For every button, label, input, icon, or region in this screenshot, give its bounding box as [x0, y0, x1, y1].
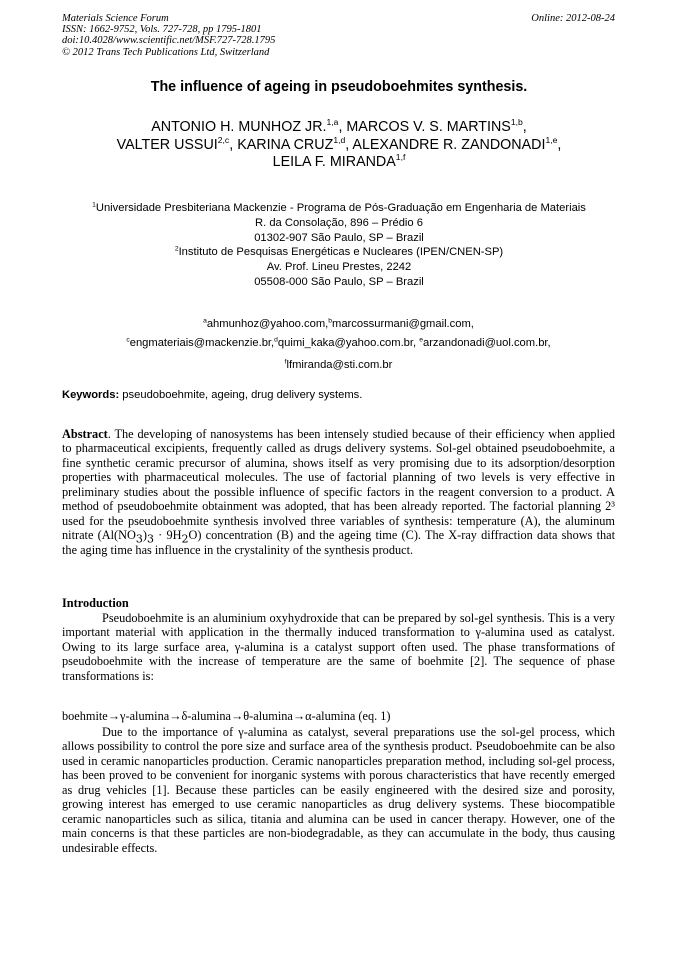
author-name: ANTONIO H. MUNHOZ JR. [151, 119, 327, 135]
copyright-line: © 2012 Trans Tech Publications Ltd, Switzerland [62, 46, 270, 58]
email-link[interactable]: quimi_kaka@yahoo.com.br, [277, 337, 417, 349]
keywords-text: pseudoboehmite, ageing, drug delivery systems. [119, 389, 363, 401]
email-link[interactable]: arzandonadi@uol.com.br, [422, 337, 551, 349]
online-date: Online: 2012-08-24 [531, 13, 615, 24]
email-line-3: $^f$lfmiranda@sti.com.br [284, 358, 393, 371]
author-name: VALTER USSUI [116, 136, 218, 153]
email-link[interactable]: engmateriais@mackenzie.br, [129, 337, 275, 349]
issn-line: ISSN: 1662-9752, Vols. 727-728, pp 1795-1801 [62, 24, 262, 36]
email-line-1: $^a$ahmunhoz@yahoo.com,$^b$marcossurmani@gmail.com, [203, 317, 474, 330]
keywords [62, 389, 615, 401]
affiliations [84, 201, 594, 290]
email-line-2: $^c$engmateriais@mackenzie.br,$^d$quimi_kaka@yahoo.com.br, $^e$arzandonadi@uol.com.br, [126, 336, 551, 349]
introduction-paragraph-2: Due to the importance of γ-alumina as catalyst, several preparations use the sol-gel process, which allows possibility to control the pore size and surface area of the synthesis product. Pseudoboehmite can be also used in ceramic nanoparticles production. Ceramic nanoparticles preparation method, including sol-gel process, has been proved to be convenient for inorganic systems with porous characteristics that have recently emerged as drug vehicles [1]. Because these particles can be easily engineered with the desired size and porosity, growing interest has emerged to use ceramic nanoparticles as drug delivery systems. These biocompatible ceramic nanoparticles such as silica, titania and alumina can be used in cancer therapy. However, one of the main concerns is that these particles are non-biodegradable, as they can accumulate in the body, thus causing undesirable effects. [62, 725, 615, 855]
affiliation-2-name: $^2$Instituto de Pesquisas Energéticas e Nucleares (IPEN/CNEN-SP) [174, 245, 504, 259]
author-name: MARCOS V. S. MARTINS [346, 119, 511, 135]
affiliation-1-name: $^1$Universidade Presbiteriana Mackenzie - Programa de Pós-Graduação em Engenharia de Materiais [92, 201, 586, 214]
equation-1: boehmite→γ-alumina→δ-alumina→θ-alumina→α-alumina (eq. 1) [62, 709, 391, 723]
author-affil-mark: 1,d [333, 134, 346, 145]
author-affil-mark: 1,b [510, 117, 523, 128]
affil-mark: 2 [174, 245, 179, 253]
doi-line: doi:10.4028/www.scientific.net/MSF.727-728.1795 [62, 35, 276, 47]
introduction-heading: Introduction [62, 596, 129, 610]
email-link[interactable]: lfmiranda@sti.com.br [286, 359, 393, 371]
abstract-label: Abstract [62, 427, 108, 441]
abstract: Abstract. The developing of nanosystems has been intensely studied because of their efficiency when applied to pharmaceutical excipients, frequently called as drugs delivery systems. Sol-gel obtained pseudoboehmite, a fine synthetic ceramic precursor of alumina, shows itself as very promising due to its adsorption/desorption properties with pharmaceutical molecules. The use of factorial planning of two levels is very effective in preliminary studies about the possible influence of specific factors in the reagent conversion to a product. A method of pseudoboehmite obtainment was adopted, that has been already reported. The factorial planning 2³ used for the pseudoboehmite synthesis involved three variables of synthesis: temperature (A), the aluminum nitrate $(Al(NO_3)_3 \cdot 9H_2O)$ concentration (B) and the ageing time (C). The X-ray diffraction data shows that the aging time has influence in the crystalinity of the synthesis product. [62, 427, 616, 557]
author-name: LEILA F. MIRANDA [272, 154, 396, 170]
introduction-paragraph-1: Pseudoboehmite is an aluminium oxyhydroxide that can be prepared by sol-gel synthesis. This is a very important material with application in the thermally induced transformation to γ-alumina used as catalyst. Owing to its large surface area, γ-alumina is a catalyst support often used. The phase transformations of pseudoboehmite with the increase of temperature are the same of boehmite [2]. The sequence of phase transformations is: [62, 611, 615, 683]
author-affil-mark: 2,c [217, 134, 230, 145]
keywords-label: Keywords: [62, 389, 120, 401]
author-list: ANTONIO H. MUNHOZ JR.$^{1,a}$, MARCOS V. S. MARTINS$^{1,b}$, VALTER USSUI$^{2,c}$, KARINA CRUZ$^{1,d}$, ALEXANDRE R. ZANDONADI$^{1,e}$, LEILA F. MIRANDA$^{1,f}$ [116, 117, 562, 170]
affiliation-1-city: 01302-907 São Paulo, SP – Brazil [254, 231, 424, 244]
journal-name: Materials Science Forum [62, 13, 169, 24]
author-affil-mark: 1,e [545, 134, 558, 145]
affil-mark: 1 [92, 201, 96, 209]
journal-header [62, 13, 482, 58]
author-affil-mark: 1,f [395, 152, 406, 163]
email-link[interactable]: marcossurmani@gmail.com, [332, 318, 474, 330]
paper-title: The influence of ageing in pseudoboehmites synthesis. [150, 79, 528, 95]
email-link[interactable]: ahmunhoz@yahoo.com, [206, 318, 329, 330]
affiliation-2-city: 05508-000 São Paulo, SP – Brazil [254, 275, 424, 288]
author-name: KARINA CRUZ [237, 136, 334, 153]
affiliation-2-street: Av. Prof. Lineu Prestes, 2242 [266, 261, 412, 274]
affiliation-1-street: R. da Consolação, 896 – Prédio 6 [255, 216, 423, 229]
author-affil-mark: 1,a [326, 117, 339, 128]
author-name: ALEXANDRE R. ZANDONADI [352, 136, 546, 153]
